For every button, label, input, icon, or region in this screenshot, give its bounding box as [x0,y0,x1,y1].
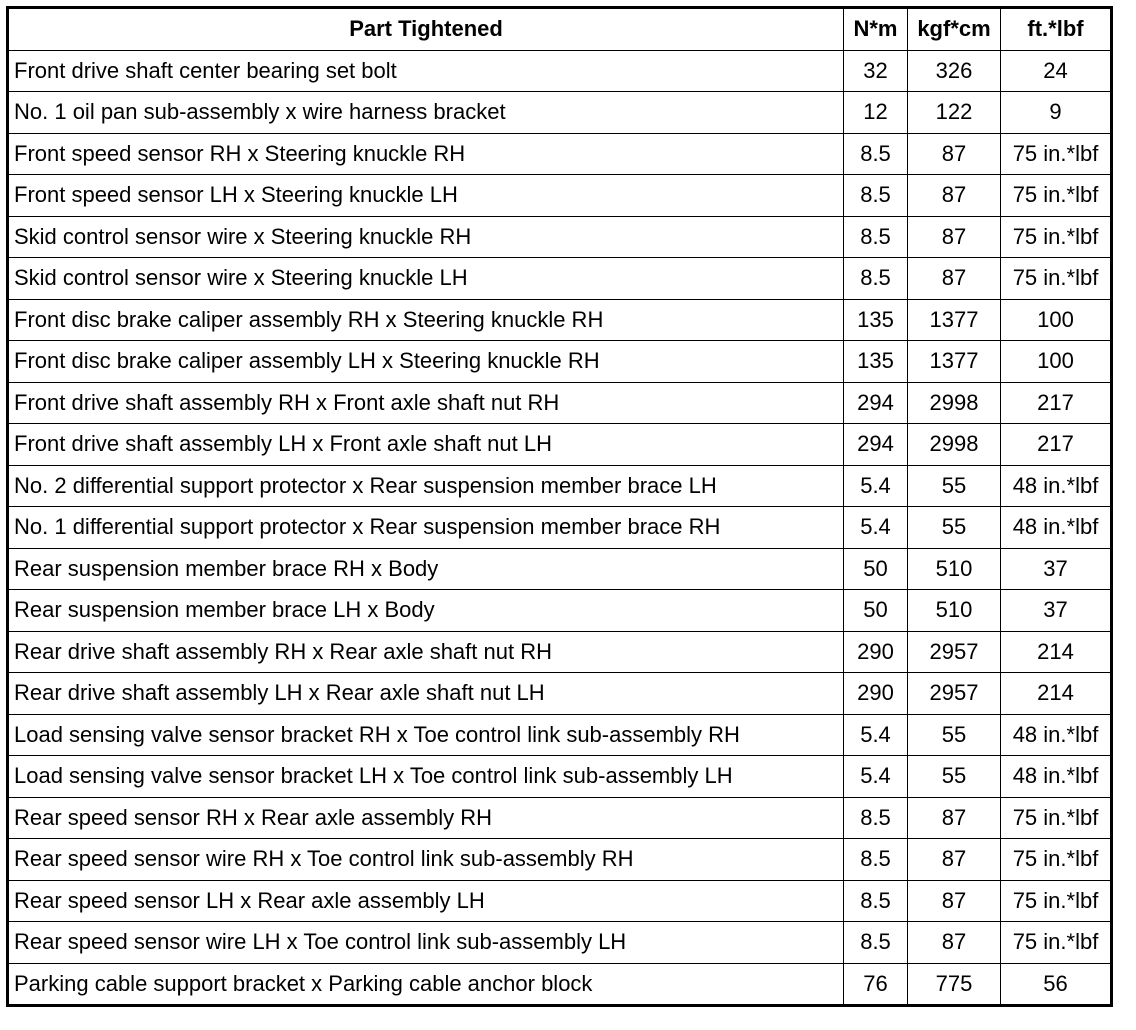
cell-ft-lbf: 75 in.*lbf [1001,922,1112,964]
cell-kgf-cm: 122 [908,92,1001,134]
cell-newton-meter: 32 [844,50,908,92]
cell-kgf-cm: 510 [908,548,1001,590]
cell-kgf-cm: 87 [908,175,1001,217]
cell-ft-lbf: 9 [1001,92,1112,134]
table-row [8,963,1112,1006]
cell-part-tightened: Rear drive shaft assembly LH x Rear axle shaft nut LH [8,673,844,715]
header-row [8,8,1112,51]
cell-ft-lbf: 75 in.*lbf [1001,839,1112,881]
table-row [8,631,1112,673]
table-row [8,424,1112,466]
cell-newton-meter: 5.4 [844,714,908,756]
cell-kgf-cm: 55 [908,714,1001,756]
cell-part-tightened: Rear speed sensor LH x Rear axle assembly LH [8,880,844,922]
cell-ft-lbf: 48 in.*lbf [1001,507,1112,549]
cell-ft-lbf: 75 in.*lbf [1001,175,1112,217]
cell-part-tightened: Front drive shaft assembly RH x Front axle shaft nut RH [8,382,844,424]
cell-kgf-cm: 87 [908,880,1001,922]
cell-kgf-cm: 87 [908,133,1001,175]
cell-newton-meter: 8.5 [844,258,908,300]
cell-part-tightened: Front speed sensor RH x Steering knuckle RH [8,133,844,175]
cell-kgf-cm: 2998 [908,424,1001,466]
table-row [8,216,1112,258]
cell-newton-meter: 135 [844,341,908,383]
cell-newton-meter: 50 [844,590,908,632]
table-row [8,299,1112,341]
cell-newton-meter: 290 [844,631,908,673]
cell-part-tightened: Rear suspension member brace RH x Body [8,548,844,590]
cell-newton-meter: 5.4 [844,756,908,798]
cell-newton-meter: 5.4 [844,465,908,507]
cell-kgf-cm: 2957 [908,673,1001,715]
cell-ft-lbf: 100 [1001,299,1112,341]
cell-ft-lbf: 75 in.*lbf [1001,258,1112,300]
table-row [8,673,1112,715]
cell-kgf-cm: 55 [908,465,1001,507]
table-row [8,341,1112,383]
cell-kgf-cm: 326 [908,50,1001,92]
cell-ft-lbf: 214 [1001,673,1112,715]
cell-newton-meter: 76 [844,963,908,1006]
cell-ft-lbf: 48 in.*lbf [1001,714,1112,756]
cell-part-tightened: Front disc brake caliper assembly RH x Steering knuckle RH [8,299,844,341]
cell-newton-meter: 294 [844,424,908,466]
header-kgf-cm: kgf*cm [908,8,1001,51]
table-row [8,590,1112,632]
cell-part-tightened: No. 1 oil pan sub-assembly x wire harness bracket [8,92,844,134]
header-ft-lbf: ft.*lbf [1001,8,1112,51]
cell-newton-meter: 8.5 [844,880,908,922]
cell-kgf-cm: 1377 [908,299,1001,341]
table-row [8,133,1112,175]
table-body [8,50,1112,1006]
cell-newton-meter: 135 [844,299,908,341]
cell-part-tightened: Rear suspension member brace LH x Body [8,590,844,632]
cell-newton-meter: 8.5 [844,839,908,881]
torque-specification-table [6,6,1113,1007]
header-newton-meter: N*m [844,8,908,51]
cell-part-tightened: Rear speed sensor wire LH x Toe control link sub-assembly LH [8,922,844,964]
cell-kgf-cm: 1377 [908,341,1001,383]
table-row [8,839,1112,881]
cell-ft-lbf: 75 in.*lbf [1001,797,1112,839]
cell-kgf-cm: 55 [908,507,1001,549]
cell-kgf-cm: 2957 [908,631,1001,673]
cell-ft-lbf: 75 in.*lbf [1001,216,1112,258]
cell-ft-lbf: 217 [1001,424,1112,466]
cell-ft-lbf: 75 in.*lbf [1001,880,1112,922]
cell-ft-lbf: 56 [1001,963,1112,1006]
cell-part-tightened: No. 2 differential support protector x Rear suspension member brace LH [8,465,844,507]
cell-newton-meter: 8.5 [844,922,908,964]
cell-part-tightened: Load sensing valve sensor bracket LH x Toe control link sub-assembly LH [8,756,844,798]
table-row [8,465,1112,507]
table-row [8,756,1112,798]
cell-part-tightened: Front disc brake caliper assembly LH x Steering knuckle RH [8,341,844,383]
cell-kgf-cm: 55 [908,756,1001,798]
cell-ft-lbf: 48 in.*lbf [1001,756,1112,798]
cell-kgf-cm: 775 [908,963,1001,1006]
cell-ft-lbf: 214 [1001,631,1112,673]
cell-newton-meter: 5.4 [844,507,908,549]
cell-kgf-cm: 87 [908,258,1001,300]
table-row [8,507,1112,549]
cell-part-tightened: No. 1 differential support protector x Rear suspension member brace RH [8,507,844,549]
table-row [8,797,1112,839]
table-row [8,714,1112,756]
cell-part-tightened: Load sensing valve sensor bracket RH x Toe control link sub-assembly RH [8,714,844,756]
table-row [8,92,1112,134]
cell-kgf-cm: 87 [908,797,1001,839]
cell-newton-meter: 8.5 [844,133,908,175]
cell-newton-meter: 8.5 [844,797,908,839]
cell-kgf-cm: 87 [908,839,1001,881]
cell-newton-meter: 8.5 [844,216,908,258]
cell-part-tightened: Skid control sensor wire x Steering knuckle LH [8,258,844,300]
cell-ft-lbf: 75 in.*lbf [1001,133,1112,175]
cell-ft-lbf: 37 [1001,590,1112,632]
cell-ft-lbf: 24 [1001,50,1112,92]
cell-ft-lbf: 217 [1001,382,1112,424]
header-part-tightened: Part Tightened [8,8,844,51]
table-row [8,922,1112,964]
cell-part-tightened: Front drive shaft center bearing set bolt [8,50,844,92]
cell-part-tightened: Parking cable support bracket x Parking cable anchor block [8,963,844,1006]
cell-part-tightened: Rear drive shaft assembly RH x Rear axle shaft nut RH [8,631,844,673]
cell-newton-meter: 12 [844,92,908,134]
cell-part-tightened: Skid control sensor wire x Steering knuckle RH [8,216,844,258]
cell-kgf-cm: 510 [908,590,1001,632]
cell-newton-meter: 290 [844,673,908,715]
table-row [8,258,1112,300]
table-row [8,50,1112,92]
cell-part-tightened: Rear speed sensor RH x Rear axle assembly RH [8,797,844,839]
table-row [8,880,1112,922]
cell-newton-meter: 50 [844,548,908,590]
cell-part-tightened: Front speed sensor LH x Steering knuckle LH [8,175,844,217]
cell-ft-lbf: 37 [1001,548,1112,590]
table-row [8,548,1112,590]
cell-kgf-cm: 87 [908,216,1001,258]
cell-part-tightened: Rear speed sensor wire RH x Toe control link sub-assembly RH [8,839,844,881]
cell-newton-meter: 8.5 [844,175,908,217]
cell-ft-lbf: 48 in.*lbf [1001,465,1112,507]
cell-newton-meter: 294 [844,382,908,424]
cell-kgf-cm: 2998 [908,382,1001,424]
table-row [8,382,1112,424]
table-row [8,175,1112,217]
cell-ft-lbf: 100 [1001,341,1112,383]
cell-part-tightened: Front drive shaft assembly LH x Front axle shaft nut LH [8,424,844,466]
cell-kgf-cm: 87 [908,922,1001,964]
